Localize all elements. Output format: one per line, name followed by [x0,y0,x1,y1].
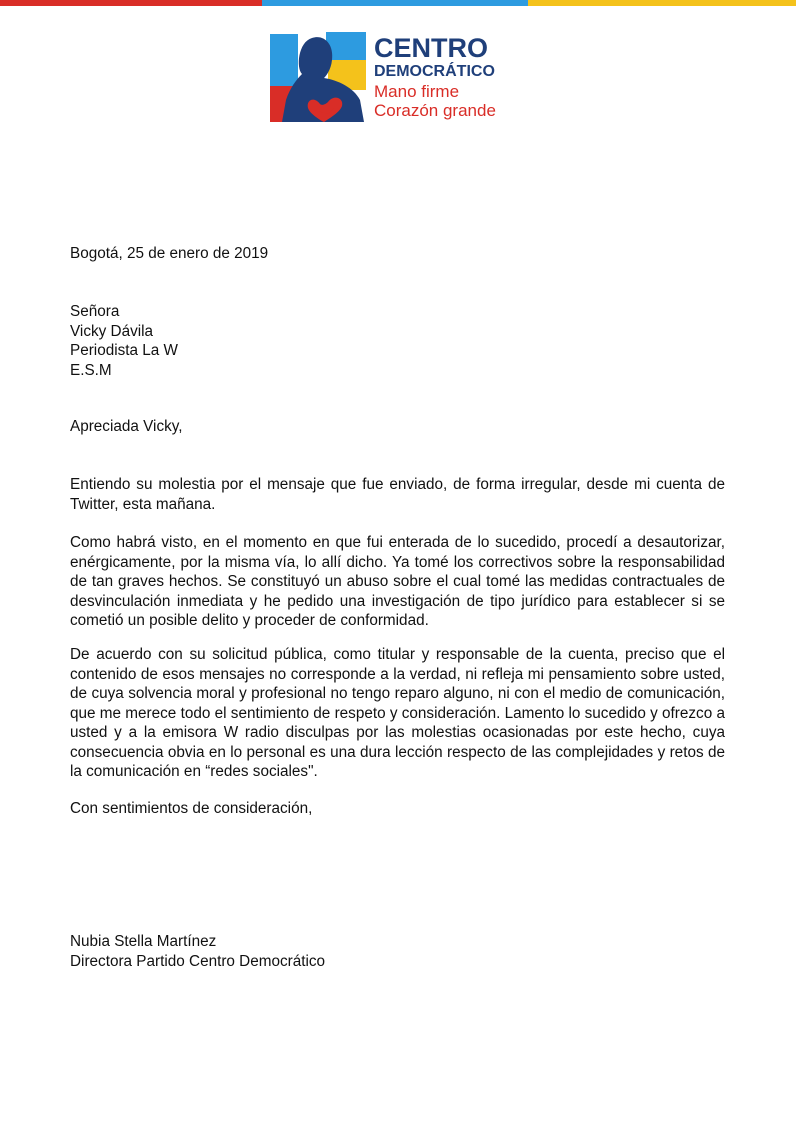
recipient-line: Señora [70,303,120,320]
logo-slogan-line-2: Corazón grande [374,101,496,120]
stripe-blue [262,0,528,6]
letter-salutation: Apreciada Vicky, [70,418,183,435]
body-paragraph: De acuerdo con su solicitud pública, como titular y responsable de la cuenta, preciso que el contenido de esos mensajes no corresponde a la verdad, ni refleja mi pensamiento sobre usted, de cuya solvencia moral y profesional no tengo reparo alguno, ni con el medio de comunicación, que me merece todo el sentimiento de respeto y consideración. Lamento lo sucedido y ofrezco a usted y a la emisora W radio disculpas por las molestias ocasionadas por este hecho, cuya consecuencia obvia en lo personal es una dura lección respecto de las complejidades y retos de la comunicación en “redes sociales". [70,646,725,780]
recipient-line: E.S.M [70,361,112,379]
top-color-stripe [0,0,796,6]
logo-wordmark [374,34,534,120]
signature-name: Nubia Stella Martínez [70,933,217,950]
logo-title: CENTRO [374,33,488,63]
stripe-yellow [528,0,796,6]
logo-subtitle: DEMOCRÁTICO [374,63,495,80]
letter-date: Bogotá, 25 de enero de 2019 [70,245,269,262]
signature-title: Directora Partido Centro Democrático [70,952,326,970]
logo-slogan-line-1: Mano firme [374,82,460,101]
body-paragraph: Entiendo su molestia por el mensaje que fue enviado, de forma irregular, desde mi cuenta de Twitter, esta mañana. [70,476,725,513]
party-logo-emblem-icon [268,30,368,126]
signature-block [70,932,725,971]
letter-closing: Con sentimientos de consideración, [70,800,313,817]
party-logo [268,30,528,130]
stripe-red [0,0,262,6]
recipient-line: Vicky Dávila [70,322,154,340]
recipient-line: Periodista La W [70,342,178,359]
recipient-block [70,302,725,380]
body-paragraph: Como habrá visto, en el momento en que fui enterada de lo sucedido, procedí a desautorizar, enérgicamente, por la misma vía, lo allí dicho. Ya tomé los correctivos sobre la responsabilidad de tan graves hechos. Se constituyó un abuso sobre el cual tomé las medidas contractuales de desvinculación inmediata y he pedido una investigación de tipo jurídico para establecer si se cometió un posible delito y proceder de conformidad. [70,534,725,629]
